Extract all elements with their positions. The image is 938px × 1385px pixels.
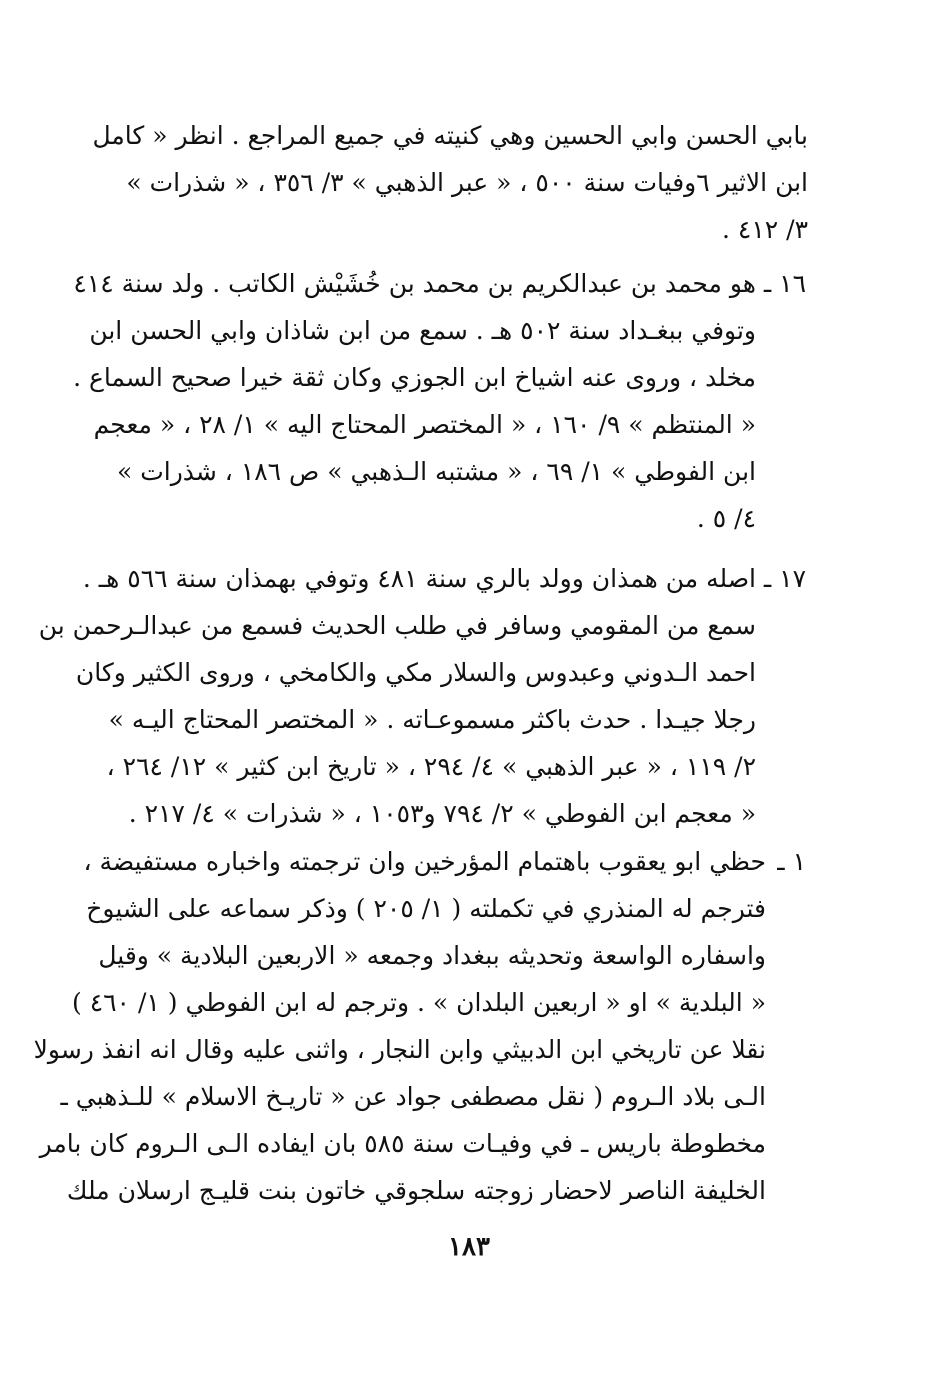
text-line: بابي الحسن وابي الحسين وهي كنيته في جميع المراجع . انظر « كامل [92, 121, 808, 150]
page-number: ١٨٣ [448, 1232, 490, 1262]
text-line: ٢/ ١١٩ ، « عبر الذهبي » ٤/ ٢٩٤ ، « تاريخ ابن كثير » ١٢/ ٢٦٤ ، [106, 752, 756, 781]
footnote-number: ١٦ ـ [763, 269, 806, 298]
text-line: « المنتظم » ٩/ ١٦٠ ، « المختصر المحتاج اليه » ١/ ٢٨ ، « معجم [93, 410, 756, 439]
text-line: ٣/ ٤١٢ . [721, 215, 808, 244]
text-line: اصله من همذان وولد بالري سنة ٤٨١ وتوفي بهمذان سنة ٥٦٦ هـ . [82, 564, 756, 593]
footnote-number: ١ ـ [777, 847, 806, 876]
text-line: ٤/ ٥ . [696, 504, 756, 533]
continuation-paragraph [92, 112, 808, 253]
text-line: « البلدية » او « اربعين البلدان » . وترجم له ابن الفوطي ( ١/ ٤٦٠ ) [72, 988, 766, 1017]
text-line: ابن الاثير ٦وفيات سنة ٥٠٠ ، « عبر الذهبي » ٣/ ٣٥٦ ، « شذرات » [126, 168, 808, 197]
text-line: الخليفة الناصر لاحضار زوجته سلجوقي خاتون بنت قليـج ارسلان ملك [66, 1176, 766, 1205]
text-line: مخلد ، وروى عنه اشياخ ابن الجوزي وكان ثقة خيرا صحيح السماع . [73, 363, 756, 392]
text-line: الـى بلاد الـروم ( نقل مصطفى جواد عن « تاريـخ الاسلام » للـذهبي ـ [60, 1082, 766, 1111]
footnote-body [73, 260, 756, 542]
footnote-number: ١٧ ـ [763, 564, 806, 593]
footnote-16 [73, 260, 806, 542]
text-line: فترجم له المنذري في تكملته ( ١/ ٢٠٥ ) وذكر سماعه على الشيوخ [86, 894, 766, 923]
text-line: احمد الـدوني وعبدوس والسلار مكي والكامخي ، وروى الكثير وكان [75, 658, 756, 687]
text-line: رجلا جيـدا . حدث باكثر مسموعـاته . « المختصر المحتاج اليـه » [108, 705, 756, 734]
text-line: مخطوطة باريس ـ في وفيـات سنة ٥٨٥ بان ايفاده الـى الـروم كان بامر [39, 1129, 766, 1158]
text-line: « معجم ابن الفوطي » ٢/ ٧٩٤ و١٠٥٣ ، « شذرات » ٤/ ٢١٧ . [128, 799, 756, 828]
text-line: نقلا عن تاريخي ابن الدبيثي وابن النجار ، واثنى عليه وقال انه انفذ رسولا [33, 1035, 766, 1064]
text-line: ابن الفوطي » ١/ ٦٩ ، « مشتبه الـذهبي » ص ١٨٦ ، شذرات » [116, 457, 756, 486]
footnote-17 [38, 555, 806, 837]
text-line: وتوفي ببغـداد سنة ٥٠٢ هـ . سمع من ابن شاذان وابي الحسن ابن [89, 316, 756, 345]
text-line: هو محمد بن عبدالكريم بن محمد بن خُشَيْش الكاتب . ولد سنة ٤١٤ [73, 269, 756, 298]
footnote-body [38, 555, 756, 837]
footnote-1 [33, 838, 806, 1214]
text-line: واسفاره الواسعة وتحديثه ببغداد وجمعه « الاربعين البلادية » وقيل [98, 941, 766, 970]
text-line: سمع من المقومي وسافر في طلب الحديث فسمع من عبدالـرحمن بن [38, 611, 756, 640]
footnote-body [33, 838, 766, 1214]
text-line: حظي ابو يعقوب باهتمام المؤرخين وان ترجمته واخباره مستفيضة ، [83, 847, 766, 876]
